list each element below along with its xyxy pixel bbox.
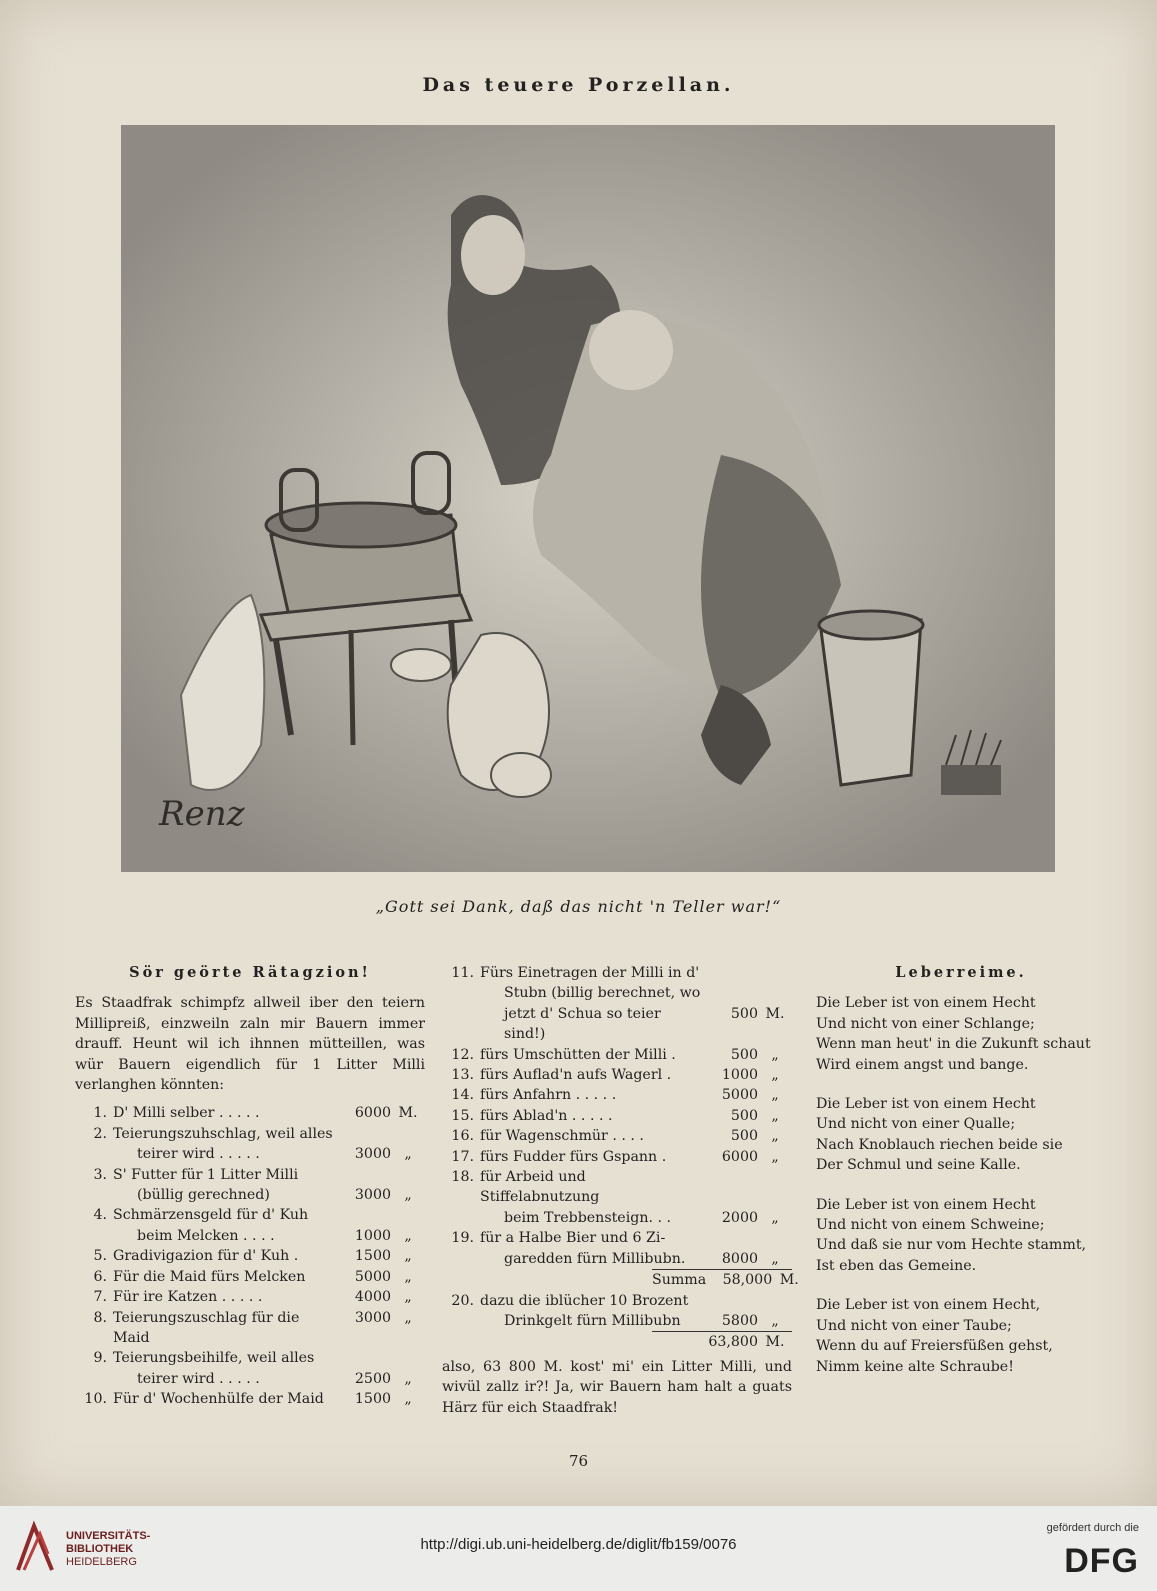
left-item-line [75, 1103, 425, 1123]
institution-line-1: UNIVERSITÄTS- [66, 1530, 151, 1542]
item-description: D' Milli selber . . . . . [113, 1105, 260, 1122]
item-unit: „ [771, 1209, 779, 1226]
item-number: 18. [451, 1169, 474, 1186]
item-unit: „ [404, 1146, 412, 1163]
item-unit: „ [404, 1370, 412, 1387]
left-column [75, 963, 425, 1410]
left-item-line [75, 1246, 425, 1266]
item-description: fürs Fudder fürs Gspann . [480, 1148, 667, 1165]
item-amount: 1500 [354, 1391, 391, 1408]
item-unit: „ [771, 1067, 779, 1084]
left-item-list [75, 1103, 425, 1409]
item-unit: „ [404, 1268, 412, 1285]
item-number: 8. [93, 1309, 107, 1326]
item-unit: „ [771, 1128, 779, 1145]
item-amount: 2000 [721, 1209, 758, 1226]
artist-signature: Renz [159, 794, 245, 834]
poem-line: Und nicht von einer Schlange; [816, 1015, 1035, 1032]
item-description: Drinkgelt fürn Millibubn [504, 1312, 681, 1329]
middle-item-line [442, 1167, 792, 1208]
poem-line: Und nicht von einem Schweine; [816, 1217, 1045, 1234]
item-number: 5. [93, 1248, 107, 1265]
item-amount: 1500 [354, 1248, 391, 1265]
item-description: dazu die iblücher 10 Brozent [480, 1292, 689, 1309]
item-amount: 3000 [354, 1146, 391, 1163]
poem-line: Wenn man heut' in die Zukunft schaut [816, 1036, 1091, 1053]
item-description: beim Trebbensteign. . . [504, 1209, 672, 1226]
item-number: 11. [451, 965, 474, 981]
item-unit: „ [771, 1046, 779, 1063]
item-number: 9. [93, 1350, 107, 1367]
middle-item-line [442, 1249, 792, 1269]
item-description: für Wagenschmür . . . . [480, 1128, 644, 1145]
right-column [816, 963, 1106, 1396]
middle-item-line [442, 1208, 792, 1228]
item-unit: „ [771, 1312, 779, 1329]
item-unit: „ [404, 1227, 412, 1244]
summa-row [652, 1269, 799, 1290]
poem-line: Die Leber ist von einem Hecht, [816, 1297, 1041, 1314]
total-unit: M. [765, 1334, 785, 1351]
total-amount: 63,800 [708, 1334, 758, 1351]
middle-column [442, 963, 799, 1432]
item-description: Schmärzensgeld für d' Kuh [113, 1207, 309, 1224]
middle-item-line [442, 1065, 792, 1085]
item-description: Für d' Wochenhülfe der Maid [113, 1391, 324, 1408]
item-description: Stubn (billig berechnet, wo [504, 985, 701, 1002]
item-description: für a Halbe Bier und 6 Zi- [480, 1230, 666, 1247]
item-unit: „ [771, 1087, 779, 1104]
poem-line: Die Leber ist von einem Hecht [816, 995, 1036, 1012]
item-description: jetzt d' Schua so teier sind!) [504, 1005, 661, 1043]
item-unit: „ [771, 1107, 779, 1124]
item-description: fürs Ablad'n . . . . . [480, 1107, 613, 1124]
item-number: 4. [93, 1207, 107, 1224]
left-item-line [75, 1185, 425, 1205]
left-item-line [75, 1165, 425, 1185]
item-description: Für die Maid fürs Melcken [113, 1268, 306, 1285]
item-unit: „ [404, 1309, 412, 1326]
item-description: Teierungszuhschlag, weil alles [113, 1125, 333, 1142]
poem-line: Wenn du auf Freiersfüßen gehst, [816, 1338, 1053, 1355]
item-number: 20. [451, 1292, 474, 1309]
left-intro: Es Staadfrak schimpfz allweil iber den teiern Millipreiß, einzweiln zaln mir Bauern immer drauff. Heunt wil ich ihnnen mütteillen, was wür Bauern eigendlich für 1 Litter Milli verlanghen könnten: [75, 995, 425, 1094]
left-item-line [75, 1369, 425, 1389]
poem-stanza [816, 1094, 1106, 1176]
item-number: 17. [451, 1148, 474, 1165]
middle-item-line [442, 1228, 792, 1248]
etching-illustration [121, 125, 1055, 872]
item-unit: „ [771, 1148, 779, 1165]
permalink-url[interactable]: http://digi.ub.uni-heidelberg.de/diglit/fb159/0076 [420, 1536, 737, 1553]
dfg-logo[interactable]: DFG [1064, 1542, 1139, 1580]
poem-line: Und nicht von einer Qualle; [816, 1116, 1016, 1133]
middle-item-line [442, 1291, 792, 1311]
item-number: 6. [93, 1268, 107, 1285]
item-description: Teierungsbeihilfe, weil alles [113, 1350, 315, 1367]
poem-line: Der Schmul und seine Kalle. [816, 1157, 1021, 1174]
item-unit: „ [404, 1289, 412, 1306]
funder-label: gefördert durch die [1046, 1522, 1139, 1534]
item-amount: 1000 [354, 1227, 391, 1244]
item-unit: M. [765, 1005, 785, 1022]
left-item-line [75, 1308, 425, 1349]
middle-item-line [442, 1004, 792, 1045]
left-item-line [75, 1144, 425, 1164]
item-number: 3. [93, 1166, 107, 1183]
item-amount: 500 [730, 1046, 758, 1063]
illustration-drawing [121, 125, 1055, 872]
left-item-line [75, 1389, 425, 1409]
item-unit: „ [771, 1250, 779, 1267]
middle-item-list [442, 963, 792, 1269]
summa-amount: 58,000 [722, 1272, 773, 1289]
summa-unit: M. [779, 1272, 799, 1289]
middle-item-line [442, 1106, 792, 1126]
poem-line: Und daß sie nur vom Hechte stammt, [816, 1237, 1087, 1254]
poem-stanzas [816, 993, 1106, 1377]
institution-line-2: BIBLIOTHEK [66, 1543, 134, 1555]
item-amount: 3000 [354, 1187, 391, 1204]
illustration-caption: „Gott sei Dank, daß das nicht 'n Teller war!“ [375, 897, 782, 916]
item-amount: 4000 [354, 1289, 391, 1306]
item-description: für Arbeid und Stiffelabnutzung [480, 1169, 600, 1206]
item-amount: 1000 [721, 1067, 758, 1084]
item-unit: „ [404, 1391, 412, 1408]
right-heading: Leberreime. [895, 964, 1027, 981]
left-item-line [75, 1348, 425, 1368]
item-amount: 6000 [721, 1148, 758, 1165]
middle-item-line [442, 1085, 792, 1105]
left-item-line [75, 1205, 425, 1225]
item-number: 19. [451, 1230, 474, 1247]
footer-bar [0, 1506, 1157, 1591]
middle-item-line [442, 1147, 792, 1167]
item-unit: „ [404, 1248, 412, 1265]
poem-line: Und nicht von einer Taube; [816, 1317, 1012, 1334]
item-description: beim Melcken . . . . [137, 1227, 275, 1244]
middle-closing: also, 63 800 M. kost' mi' ein Litter Milli, und wivül zallz ir?! Ja, wir Bauern ham halt a guats Härz für eich Staadfrak! [442, 1358, 792, 1416]
item-number: 12. [451, 1046, 474, 1063]
item-number: 14. [451, 1087, 474, 1104]
page-number: 76 [568, 1452, 589, 1470]
item-amount: 500 [730, 1128, 758, 1145]
left-item-line [75, 1226, 425, 1246]
total-row [652, 1331, 792, 1352]
middle-item-line [442, 1045, 792, 1065]
item-amount: 500 [730, 1107, 758, 1124]
item-amount: 8000 [721, 1250, 758, 1267]
left-item-line [75, 1267, 425, 1287]
poem-line: Wird einem angst und bange. [816, 1056, 1029, 1073]
middle-item-line [442, 1311, 792, 1331]
item-description: (büllig gerechned) [137, 1187, 270, 1204]
item-amount: 5800 [721, 1312, 758, 1329]
left-item-line [75, 1287, 425, 1307]
item-description: teirer wird . . . . . [137, 1146, 260, 1163]
poem-stanza [816, 1295, 1106, 1377]
item-number: 13. [451, 1067, 474, 1084]
item-description: Für ire Katzen . . . . . [113, 1289, 263, 1306]
item-amount: 500 [730, 1005, 758, 1022]
middle-item-line [442, 1126, 792, 1146]
poem-stanza [816, 1195, 1106, 1277]
institution-line-3: HEIDELBERG [66, 1556, 137, 1568]
summa-label: Summa [652, 1272, 707, 1289]
item-20 [442, 1291, 792, 1332]
poem-line: Die Leber ist von einem Hecht [816, 1096, 1036, 1113]
item-unit: „ [404, 1187, 412, 1204]
page-title: Das teuere Porzellan. [422, 74, 735, 96]
poem-line: Die Leber ist von einem Hecht [816, 1196, 1036, 1213]
item-description: Teierungszuschlag für die Maid [113, 1309, 300, 1346]
item-amount: 5000 [721, 1087, 758, 1104]
item-amount: 6000 [354, 1105, 391, 1122]
poem-line: Nimm keine alte Schraube! [816, 1358, 1014, 1375]
poem-stanza [816, 993, 1106, 1075]
poem-line: Nach Knoblauch riechen beide sie [816, 1136, 1063, 1153]
item-description: fürs Umschütten der Milli . [480, 1046, 676, 1063]
item-number: 10. [84, 1391, 107, 1408]
item-amount: 3000 [354, 1309, 391, 1326]
item-description: teirer wird . . . . . [137, 1370, 260, 1387]
middle-item-line [442, 983, 792, 1003]
poem-line: Ist eben das Gemeine. [816, 1257, 977, 1274]
item-amount: 2500 [354, 1370, 391, 1387]
item-number: 2. [93, 1125, 107, 1142]
item-amount: 5000 [354, 1268, 391, 1285]
left-item-line [75, 1124, 425, 1144]
left-heading: Sör geörte Rätagzion! [129, 964, 371, 981]
item-number: 7. [93, 1289, 107, 1306]
item-description: fürs Auflad'n aufs Wagerl . [480, 1067, 672, 1084]
item-description: fürs Anfahrn . . . . . [480, 1087, 617, 1104]
middle-item-line [442, 963, 792, 983]
item-number: 15. [451, 1107, 474, 1124]
item-number: 16. [451, 1128, 474, 1145]
item-description: garedden fürn Millibubn. [504, 1250, 686, 1267]
item-unit: M. [398, 1105, 418, 1122]
item-number: 1. [93, 1105, 107, 1122]
item-description: Fürs Einetragen der Milli in d' [480, 965, 700, 981]
item-description: Gradivigazion für d' Kuh . [113, 1248, 299, 1265]
item-description: S' Futter für 1 Litter Milli [113, 1166, 299, 1183]
